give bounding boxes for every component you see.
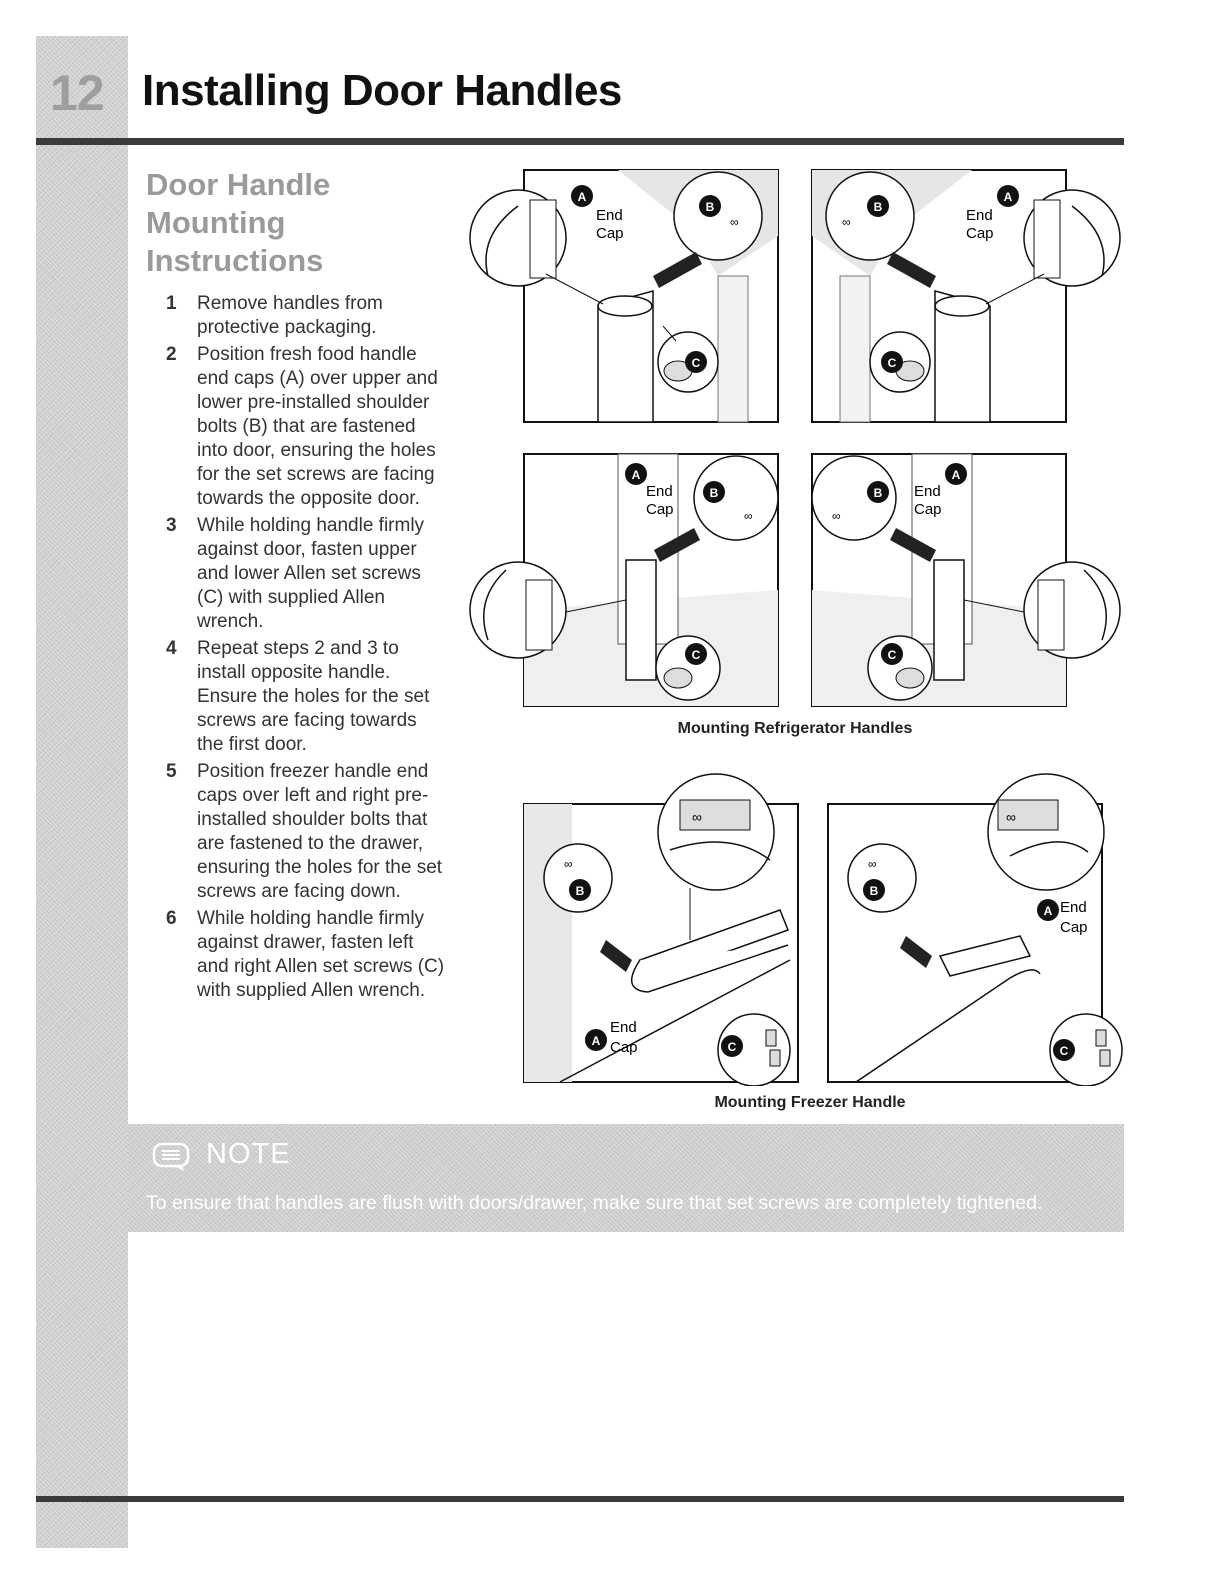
svg-text:∞: ∞ (832, 509, 841, 523)
callout-b: B (869, 884, 879, 898)
svg-text:∞: ∞ (744, 509, 753, 523)
end-cap-label: Cap (1060, 919, 1088, 936)
figure-fridge-upper-right (800, 166, 1122, 426)
svg-text:∞: ∞ (868, 857, 877, 871)
callout-a: A (591, 1034, 601, 1048)
section-heading-line: Mounting (146, 205, 286, 240)
note-icon (152, 1142, 190, 1172)
step-item (166, 760, 446, 904)
callout-c: C (887, 648, 897, 662)
svg-text:∞: ∞ (730, 215, 739, 229)
step-item (166, 514, 446, 634)
step-number: 1 (166, 293, 177, 314)
step-number: 4 (166, 638, 177, 659)
step-text: Position fresh food handle end caps (A) over upper and lower pre-installed shoulder bolts (B) that are fastened into door, ensuring the holes for the set screws are facing towards the opposite door. (197, 344, 438, 509)
callout-a: A (577, 190, 587, 204)
callout-b: B (705, 200, 715, 214)
step-text: While holding handle firmly against door, fasten upper and lower Allen set screws (C) with supplied Allen wrench. (197, 515, 425, 632)
callout-c: C (691, 356, 701, 370)
end-cap-label: Cap (966, 225, 994, 242)
end-cap-label: Cap (646, 501, 674, 518)
callout-c: C (727, 1040, 737, 1054)
section-heading (146, 166, 436, 280)
callout-b: B (873, 486, 883, 500)
callout-b: B (873, 200, 883, 214)
callout-a: A (631, 468, 641, 482)
step-text: Repeat steps 2 and 3 to install opposite handle. Ensure the holes for the set screws are facing towards the first door. (197, 638, 430, 755)
end-cap-label: End (596, 207, 623, 224)
side-band (36, 36, 128, 1548)
step-item (166, 292, 446, 340)
figure-fridge-upper-left (468, 166, 788, 426)
step-list (166, 292, 446, 1006)
end-cap-label: End (966, 207, 993, 224)
end-cap-label: End (610, 1019, 637, 1036)
callout-a: A (1003, 190, 1013, 204)
figure-freezer-left (520, 760, 802, 1086)
step-item (166, 343, 446, 511)
end-cap-label: Cap (914, 501, 942, 518)
note-text: To ensure that handles are flush with doors/drawer, make sure that set screws are completely tightened. (146, 1192, 1043, 1214)
callout-a: A (951, 468, 961, 482)
header-rule (36, 138, 1124, 145)
step-text: While holding handle firmly against drawer, fasten left and right Allen set screws (C) with supplied Allen wrench. (197, 908, 445, 1001)
step-number: 3 (166, 515, 177, 536)
callout-b: B (575, 884, 585, 898)
step-item (166, 907, 446, 1003)
callout-c: C (691, 648, 701, 662)
svg-text:∞: ∞ (842, 215, 851, 229)
svg-text:∞: ∞ (692, 809, 702, 825)
svg-text:∞: ∞ (1006, 809, 1016, 825)
step-item (166, 637, 446, 757)
step-text: Remove handles from protective packaging. (197, 293, 383, 338)
callout-a: A (1043, 904, 1053, 918)
note-title: NOTE (206, 1138, 291, 1170)
figure-fridge-lower-left (466, 450, 788, 710)
step-number: 6 (166, 908, 177, 929)
end-cap-label: End (914, 483, 941, 500)
footer-rule (36, 1496, 1124, 1502)
figure-caption-fridge: Mounting Refrigerator Handles (677, 720, 913, 737)
end-cap-label: Cap (610, 1039, 638, 1056)
figure-freezer-right (820, 760, 1124, 1086)
end-cap-label: End (646, 483, 673, 500)
step-number: 5 (166, 761, 177, 782)
callout-c: C (1059, 1044, 1069, 1058)
page-title: Installing Door Handles (142, 66, 622, 115)
callout-b: B (709, 486, 719, 500)
callout-c: C (887, 356, 897, 370)
note-box (128, 1124, 1124, 1232)
svg-text:∞: ∞ (564, 857, 573, 871)
figure-fridge-lower-right (800, 450, 1124, 710)
page-number: 12 (50, 65, 104, 121)
end-cap-label: Cap (596, 225, 624, 242)
section-heading-line: Door Handle (146, 167, 331, 202)
step-text: Position freezer handle end caps over left and right pre-installed shoulder bolts that are fastened to the drawer, ensuring the holes for the set screws are facing down. (197, 761, 443, 902)
figure-caption-freezer: Mounting Freezer Handle (714, 1094, 906, 1111)
section-heading-line: Instructions (146, 243, 324, 278)
end-cap-label: End (1060, 899, 1087, 916)
step-number: 2 (166, 344, 177, 365)
